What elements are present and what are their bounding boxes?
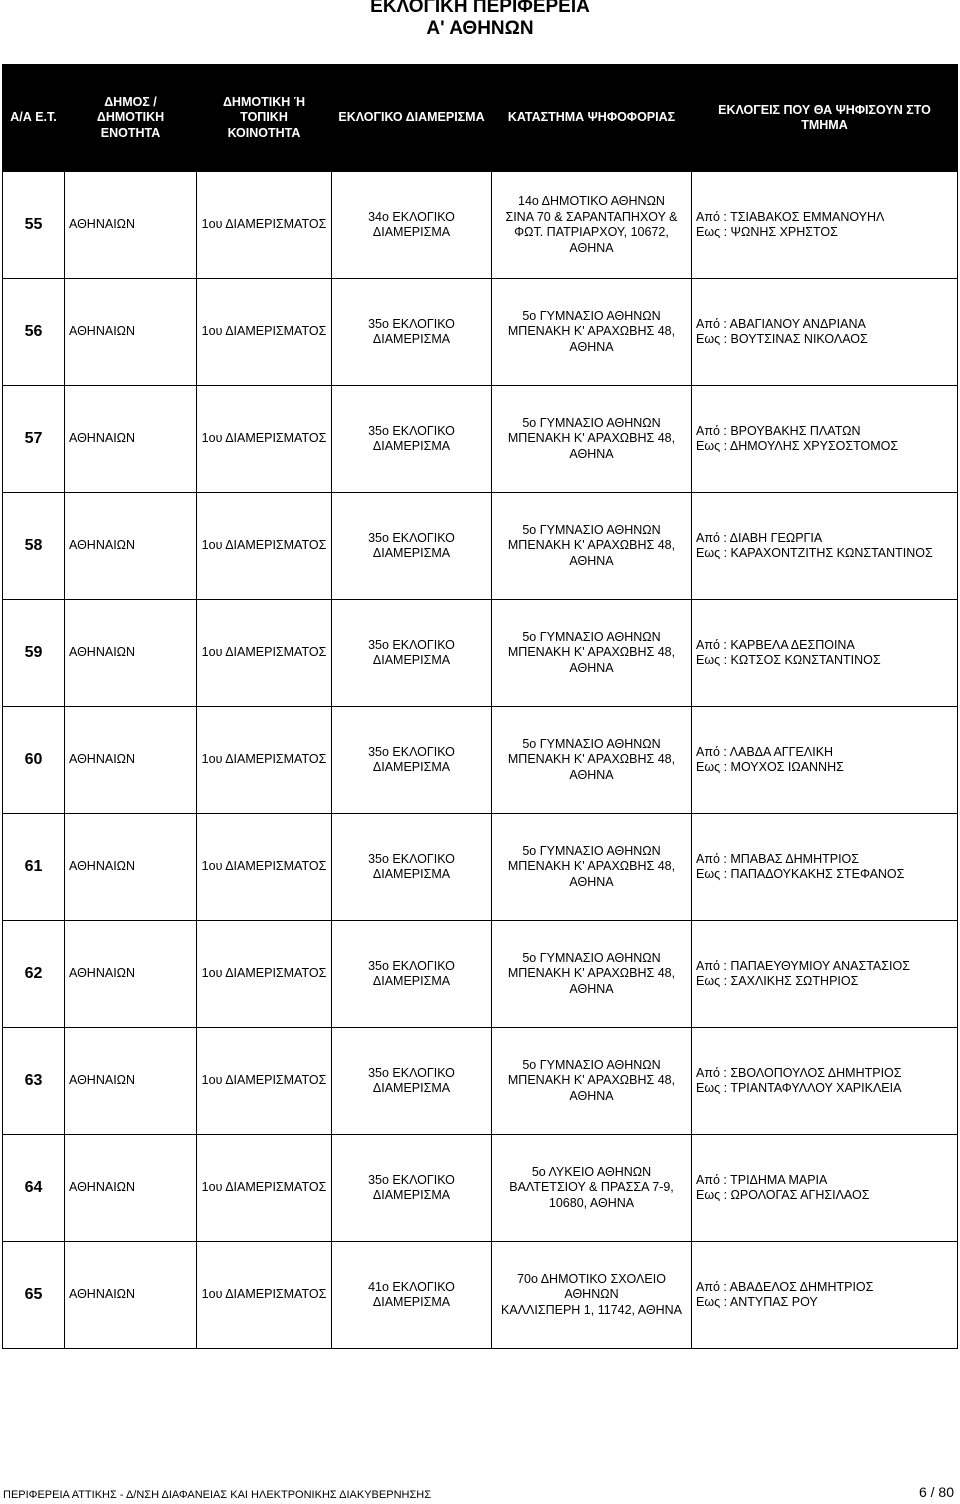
katastima-cell-line: ΑΘΗΝΑ bbox=[569, 767, 614, 782]
voters-range-cell bbox=[692, 1135, 958, 1242]
katastima-cell-line: 5ο ΓΥΜΝΑΣΙΟ ΑΘΗΝΩΝ bbox=[522, 950, 661, 965]
diamerisma-cell-line: 35ο ΕΚΛΟΓΙΚΟ bbox=[368, 744, 455, 759]
dimos-cell: ΑΘΗΝΑΙΩΝ bbox=[65, 814, 197, 921]
katastima-cell bbox=[492, 279, 692, 386]
diamerisma-cell-line: ΔΙΑΜΕΡΙΣΜΑ bbox=[372, 439, 451, 453]
diamerisma-cell-line: 35ο ΕΚΛΟΓΙΚΟ bbox=[368, 851, 455, 866]
katastima-cell-line: ΑΘΗΝΑ bbox=[569, 240, 614, 255]
document-subtitle: Α' ΑΘΗΝΩΝ bbox=[426, 18, 534, 39]
dimos-cell: ΑΘΗΝΑΙΩΝ bbox=[65, 386, 197, 493]
dimos-cell: ΑΘΗΝΑΙΩΝ bbox=[65, 493, 197, 600]
katastima-cell-line: ΣΙΝΑ 70 & ΣΑΡΑΝΤΑΠΗΧΟΥ & bbox=[505, 209, 678, 224]
katastima-cell bbox=[492, 707, 692, 814]
table-row bbox=[3, 1135, 958, 1242]
table-row bbox=[3, 707, 958, 814]
diamerisma-cell-line: 35ο ΕΚΛΟΓΙΚΟ bbox=[368, 637, 455, 652]
katastima-cell bbox=[492, 1028, 692, 1135]
koinotita-cell: 1ου ΔΙΑΜΕΡΙΣΜΑΤΟΣ bbox=[197, 1242, 332, 1349]
koinotita-cell: 1ου ΔΙΑΜΕΡΙΣΜΑΤΟΣ bbox=[197, 707, 332, 814]
diamerisma-cell bbox=[332, 1028, 492, 1135]
range-to: Εως : ΩΡΟΛΟΓΑΣ ΑΓΗΣΙΛΑΟΣ bbox=[696, 1188, 870, 1202]
katastima-cell-line: 5ο ΓΥΜΝΑΣΙΟ ΑΘΗΝΩΝ bbox=[522, 1057, 661, 1072]
diamerisma-cell bbox=[332, 707, 492, 814]
col-header-koinotita bbox=[197, 65, 332, 172]
voters-range-cell bbox=[692, 814, 958, 921]
katastima-cell-line: ΜΠΕΝΑΚΗ Κ' ΑΡΑΧΩΒΗΣ 48, bbox=[507, 538, 676, 553]
diamerisma-cell-line: 35ο ΕΚΛΟΓΙΚΟ bbox=[368, 1172, 455, 1187]
range-to: Εως : ΜΟΥΧΟΣ ΙΩΑΝΝΗΣ bbox=[696, 760, 844, 774]
diamerisma-cell-line: ΔΙΑΜΕΡΙΣΜΑ bbox=[372, 225, 451, 239]
diamerisma-cell-line: 35ο ΕΚΛΟΓΙΚΟ bbox=[368, 316, 455, 331]
katastima-cell-line: ΑΘΗΝΩΝ bbox=[564, 1287, 619, 1302]
diamerisma-cell-line: ΔΙΑΜΕΡΙΣΜΑ bbox=[372, 867, 451, 881]
row-number: 60 bbox=[3, 707, 65, 814]
row-number: 58 bbox=[3, 493, 65, 600]
table-row bbox=[3, 600, 958, 707]
katastima-cell bbox=[492, 1242, 692, 1349]
katastima-cell-line: ΑΘΗΝΑ bbox=[569, 1088, 614, 1103]
diamerisma-cell bbox=[332, 921, 492, 1028]
voters-range-cell bbox=[692, 386, 958, 493]
range-to: Εως : ΚΑΡΑΧΟΝΤΖΙΤΗΣ ΚΩΝΣΤΑΝΤΙΝΟΣ bbox=[696, 546, 933, 560]
header-line: ΚΟΙΝΟΤΗΤΑ bbox=[227, 125, 301, 140]
katastima-cell-line: 5ο ΓΥΜΝΑΣΙΟ ΑΘΗΝΩΝ bbox=[522, 415, 661, 430]
koinotita-cell: 1ου ΔΙΑΜΕΡΙΣΜΑΤΟΣ bbox=[197, 600, 332, 707]
katastima-cell bbox=[492, 172, 692, 279]
header-line: ΚΑΤΑΣΤΗΜΑ ΨΗΦΟΦΟΡΙΑΣ bbox=[507, 110, 676, 125]
dimos-cell: ΑΘΗΝΑΙΩΝ bbox=[65, 600, 197, 707]
dimos-cell: ΑΘΗΝΑΙΩΝ bbox=[65, 921, 197, 1028]
diamerisma-cell-line: 35ο ΕΚΛΟΓΙΚΟ bbox=[368, 530, 455, 545]
range-to: Εως : ΒΟΥΤΣΙΝΑΣ ΝΙΚΟΛΑΟΣ bbox=[696, 332, 868, 346]
katastima-cell-line: ΑΘΗΝΑ bbox=[569, 874, 614, 889]
header-line: ΕΚΛΟΓΙΚΟ ΔΙΑΜΕΡΙΣΜΑ bbox=[338, 110, 485, 125]
range-from: Από : ΑΒΑΔΕΛΟΣ ΔΗΜΗΤΡΙΟΣ bbox=[696, 1279, 874, 1294]
diamerisma-cell-line: ΔΙΑΜΕΡΙΣΜΑ bbox=[372, 546, 451, 560]
katastima-cell-line: ΜΠΕΝΑΚΗ Κ' ΑΡΑΧΩΒΗΣ 48, bbox=[507, 645, 676, 660]
footer-organization: ΠΕΡΙΦΕΡΕΙΑ ΑΤΤΙΚΗΣ - Δ/ΝΣΗ ΔΙΑΦΑΝΕΙΑΣ ΚΑΙ ΗΛΕΚΤΡΟΝΙΚΗΣ ΔΙΑΚΥΒΕΡΝΗΣΗΣ bbox=[3, 1489, 432, 1501]
katastima-cell bbox=[492, 386, 692, 493]
katastima-cell-line: 14ο ΔΗΜΟΤΙΚΟ ΑΘΗΝΩΝ bbox=[518, 194, 665, 208]
range-from: Από : ΠΑΠΑΕΥΘΥΜΙΟΥ ΑΝΑΣΤΑΣΙΟΣ bbox=[696, 958, 910, 973]
diamerisma-cell-line: ΔΙΑΜΕΡΙΣΜΑ bbox=[372, 974, 451, 988]
dimos-cell: ΑΘΗΝΑΙΩΝ bbox=[65, 1135, 197, 1242]
katastima-cell-line: ΑΘΗΝΑ bbox=[569, 446, 614, 461]
katastima-cell-line: 5ο ΓΥΜΝΑΣΙΟ ΑΘΗΝΩΝ bbox=[522, 736, 661, 751]
diamerisma-cell-line: ΔΙΑΜΕΡΙΣΜΑ bbox=[372, 1188, 451, 1202]
voters-range-cell bbox=[692, 172, 958, 279]
row-number: 59 bbox=[3, 600, 65, 707]
diamerisma-cell-line: 34ο ΕΚΛΟΓΙΚΟ bbox=[368, 209, 455, 224]
katastima-cell-line: ΜΠΕΝΑΚΗ Κ' ΑΡΑΧΩΒΗΣ 48, bbox=[507, 1073, 676, 1088]
row-number: 55 bbox=[3, 172, 65, 279]
diamerisma-cell-line: 35ο ΕΚΛΟΓΙΚΟ bbox=[368, 1065, 455, 1080]
range-to: Εως : ΑΝΤΥΠΑΣ ΡΟΥ bbox=[696, 1295, 818, 1309]
table-header-row bbox=[3, 65, 958, 172]
katastima-cell-line: ΑΘΗΝΑ bbox=[569, 553, 614, 568]
katastima-cell bbox=[492, 493, 692, 600]
koinotita-cell: 1ου ΔΙΑΜΕΡΙΣΜΑΤΟΣ bbox=[197, 921, 332, 1028]
table-row bbox=[3, 172, 958, 279]
voters-range-cell bbox=[692, 707, 958, 814]
diamerisma-cell bbox=[332, 1135, 492, 1242]
voters-range-cell bbox=[692, 1028, 958, 1135]
range-from: Από : ΣΒΟΛΟΠΟΥΛΟΣ ΔΗΜΗΤΡΙΟΣ bbox=[696, 1065, 902, 1080]
table-row bbox=[3, 279, 958, 386]
voters-range-cell bbox=[692, 279, 958, 386]
katastima-cell-line: ΜΠΕΝΑΚΗ Κ' ΑΡΑΧΩΒΗΣ 48, bbox=[507, 431, 676, 446]
table-body bbox=[3, 172, 958, 1349]
katastima-cell bbox=[492, 1135, 692, 1242]
range-to: Εως : ΔΗΜΟΥΛΗΣ ΧΡΥΣΟΣΤΟΜΟΣ bbox=[696, 439, 899, 453]
header-line: ΔΗΜΟΤΙΚΗ Ή ΤΟΠΙΚΗ bbox=[222, 94, 306, 125]
dimos-cell: ΑΘΗΝΑΙΩΝ bbox=[65, 172, 197, 279]
document-title: ΕΚΛΟΓΙΚΗ ΠΕΡΙΦΕΡΕΙΑ bbox=[370, 0, 590, 17]
katastima-cell-line: 5ο ΛΥΚΕΙΟ ΑΘΗΝΩΝ bbox=[531, 1164, 652, 1179]
table-row bbox=[3, 921, 958, 1028]
diamerisma-cell bbox=[332, 1242, 492, 1349]
dimos-cell: ΑΘΗΝΑΙΩΝ bbox=[65, 707, 197, 814]
range-to: Εως : ΠΑΠΑΔΟΥΚΑΚΗΣ ΣΤΕΦΑΝΟΣ bbox=[696, 867, 905, 881]
col-header-aa bbox=[3, 65, 65, 172]
range-to: Εως : ΤΡΙΑΝΤΑΦΥΛΛΟΥ ΧΑΡΙΚΛΕΙΑ bbox=[696, 1081, 902, 1095]
range-from: Από : ΚΑΡΒΕΛΑ ΔΕΣΠΟΙΝΑ bbox=[696, 637, 855, 652]
col-header-dimos bbox=[65, 65, 197, 172]
katastima-cell-line: 5ο ΓΥΜΝΑΣΙΟ ΑΘΗΝΩΝ bbox=[522, 843, 661, 858]
koinotita-cell: 1ου ΔΙΑΜΕΡΙΣΜΑΤΟΣ bbox=[197, 493, 332, 600]
koinotita-cell: 1ου ΔΙΑΜΕΡΙΣΜΑΤΟΣ bbox=[197, 814, 332, 921]
voters-range-cell bbox=[692, 1242, 958, 1349]
diamerisma-cell bbox=[332, 600, 492, 707]
table-row bbox=[3, 493, 958, 600]
diamerisma-cell-line: ΔΙΑΜΕΡΙΣΜΑ bbox=[372, 1295, 451, 1309]
katastima-cell-line: ΑΘΗΝΑ bbox=[569, 339, 614, 354]
katastima-cell-line: 5ο ΓΥΜΝΑΣΙΟ ΑΘΗΝΩΝ bbox=[522, 629, 661, 644]
katastima-cell-line: 5ο ΓΥΜΝΑΣΙΟ ΑΘΗΝΩΝ bbox=[522, 522, 661, 537]
katastima-cell-line: 70ο ΔΗΜΟΤΙΚΟ ΣΧΟΛΕΙΟ bbox=[517, 1271, 666, 1286]
diamerisma-cell bbox=[332, 386, 492, 493]
range-from: Από : ΛΑΒΔΑ ΑΓΓΕΛΙΚΗ bbox=[696, 744, 834, 759]
diamerisma-cell bbox=[332, 493, 492, 600]
katastima-cell-line: 5ο ΓΥΜΝΑΣΙΟ ΑΘΗΝΩΝ bbox=[522, 308, 661, 323]
voters-range-cell bbox=[692, 493, 958, 600]
diamerisma-cell bbox=[332, 172, 492, 279]
diamerisma-cell-line: ΔΙΑΜΕΡΙΣΜΑ bbox=[372, 760, 451, 774]
koinotita-cell: 1ου ΔΙΑΜΕΡΙΣΜΑΤΟΣ bbox=[197, 279, 332, 386]
row-number: 56 bbox=[3, 279, 65, 386]
row-number: 64 bbox=[3, 1135, 65, 1242]
range-from: Από : ΔΙΑΒΗ ΓΕΩΡΓΙΑ bbox=[696, 530, 823, 545]
diamerisma-cell-line: ΔΙΑΜΕΡΙΣΜΑ bbox=[372, 653, 451, 667]
table-row bbox=[3, 814, 958, 921]
table-row bbox=[3, 386, 958, 493]
row-number: 57 bbox=[3, 386, 65, 493]
range-to: Εως : ΣΑΧΛΙΚΗΣ ΣΩΤΗΡΙΟΣ bbox=[696, 974, 859, 988]
katastima-cell-line: ΜΠΕΝΑΚΗ Κ' ΑΡΑΧΩΒΗΣ 48, bbox=[507, 966, 676, 981]
header-line: Α/Α Ε.Τ. bbox=[10, 110, 57, 125]
katastima-cell-line: ΜΠΕΝΑΚΗ Κ' ΑΡΑΧΩΒΗΣ 48, bbox=[507, 859, 676, 874]
header-line: ΔΗΜΟΤΙΚΗ ΕΝΟΤΗΤΑ bbox=[96, 110, 165, 140]
katastima-cell-line: ΑΘΗΝΑ bbox=[569, 660, 614, 675]
katastima-cell-line: ΑΘΗΝΑ bbox=[569, 981, 614, 996]
katastima-cell bbox=[492, 921, 692, 1028]
katastima-cell-line: ΒΑΛΤΕΤΣΙΟΥ & ΠΡΑΣΣΑ 7-9, bbox=[509, 1180, 674, 1195]
diamerisma-cell-line: 41ο ΕΚΛΟΓΙΚΟ bbox=[368, 1279, 455, 1294]
range-from: Από : ΜΠΑΒΑΣ ΔΗΜΗΤΡΙΟΣ bbox=[696, 851, 860, 866]
diamerisma-cell bbox=[332, 279, 492, 386]
diamerisma-cell-line: ΔΙΑΜΕΡΙΣΜΑ bbox=[372, 1081, 451, 1095]
range-from: Από : ΒΡΟΥΒΑΚΗΣ ΠΛΑΤΩΝ bbox=[696, 423, 861, 438]
col-header-katastima bbox=[492, 65, 692, 172]
range-from: Από : ΤΡΙΔΗΜΑ ΜΑΡΙΑ bbox=[696, 1172, 828, 1187]
header-line: ΔΗΜΟΣ / bbox=[104, 94, 157, 109]
diamerisma-cell-line: 35ο ΕΚΛΟΓΙΚΟ bbox=[368, 423, 455, 438]
katastima-cell-line: 10680, ΑΘΗΝΑ bbox=[548, 1195, 635, 1210]
col-header-ekloges bbox=[692, 65, 958, 172]
katastima-cell bbox=[492, 600, 692, 707]
katastima-cell-line: ΜΠΕΝΑΚΗ Κ' ΑΡΑΧΩΒΗΣ 48, bbox=[507, 324, 676, 339]
diamerisma-cell-line: ΔΙΑΜΕΡΙΣΜΑ bbox=[372, 332, 451, 346]
katastima-cell-line: ΜΠΕΝΑΚΗ Κ' ΑΡΑΧΩΒΗΣ 48, bbox=[507, 752, 676, 767]
range-from: Από : ΑΒΑΓΙΑΝΟΥ ΑΝΔΡΙΑΝΑ bbox=[696, 316, 866, 331]
page-number: 6 / 80 bbox=[918, 1484, 954, 1500]
table-row bbox=[3, 1242, 958, 1349]
row-number: 62 bbox=[3, 921, 65, 1028]
header-line: ΕΚΛΟΓΕΙΣ ΠΟΥ ΘΑ ΨΗΦΙΣΟΥΝ ΣΤΟ ΤΜΗΜΑ bbox=[718, 102, 931, 132]
range-from: Από : ΤΣΙΑΒΑΚΟΣ ΕΜΜΑΝΟΥΗΛ bbox=[696, 209, 885, 224]
katastima-cell bbox=[492, 814, 692, 921]
koinotita-cell: 1ου ΔΙΑΜΕΡΙΣΜΑΤΟΣ bbox=[197, 1135, 332, 1242]
dimos-cell: ΑΘΗΝΑΙΩΝ bbox=[65, 279, 197, 386]
row-number: 63 bbox=[3, 1028, 65, 1135]
row-number: 65 bbox=[3, 1242, 65, 1349]
dimos-cell: ΑΘΗΝΑΙΩΝ bbox=[65, 1242, 197, 1349]
diamerisma-cell bbox=[332, 814, 492, 921]
koinotita-cell: 1ου ΔΙΑΜΕΡΙΣΜΑΤΟΣ bbox=[197, 386, 332, 493]
diamerisma-cell-line: 35ο ΕΚΛΟΓΙΚΟ bbox=[368, 958, 455, 973]
dimos-cell: ΑΘΗΝΑΙΩΝ bbox=[65, 1028, 197, 1135]
koinotita-cell: 1ου ΔΙΑΜΕΡΙΣΜΑΤΟΣ bbox=[197, 1028, 332, 1135]
row-number: 61 bbox=[3, 814, 65, 921]
katastima-cell-line: ΦΩΤ. ΠΑΤΡΙΑΡΧΟΥ, 10672, bbox=[514, 225, 669, 239]
table-row bbox=[3, 1028, 958, 1135]
range-to: Εως : ΚΩΤΣΟΣ ΚΩΝΣΤΑΝΤΙΝΟΣ bbox=[696, 653, 881, 667]
koinotita-cell: 1ου ΔΙΑΜΕΡΙΣΜΑΤΟΣ bbox=[197, 172, 332, 279]
range-to: Εως : ΨΩΝΗΣ ΧΡΗΣΤΟΣ bbox=[696, 225, 838, 239]
col-header-diamerisma bbox=[332, 65, 492, 172]
voters-range-cell bbox=[692, 600, 958, 707]
voters-range-cell bbox=[692, 921, 958, 1028]
katastima-cell-line: ΚΑΛΛΙΣΠΕΡΗ 1, 11742, ΑΘΗΝΑ bbox=[501, 1302, 682, 1317]
polling-stations-table bbox=[2, 64, 958, 1349]
